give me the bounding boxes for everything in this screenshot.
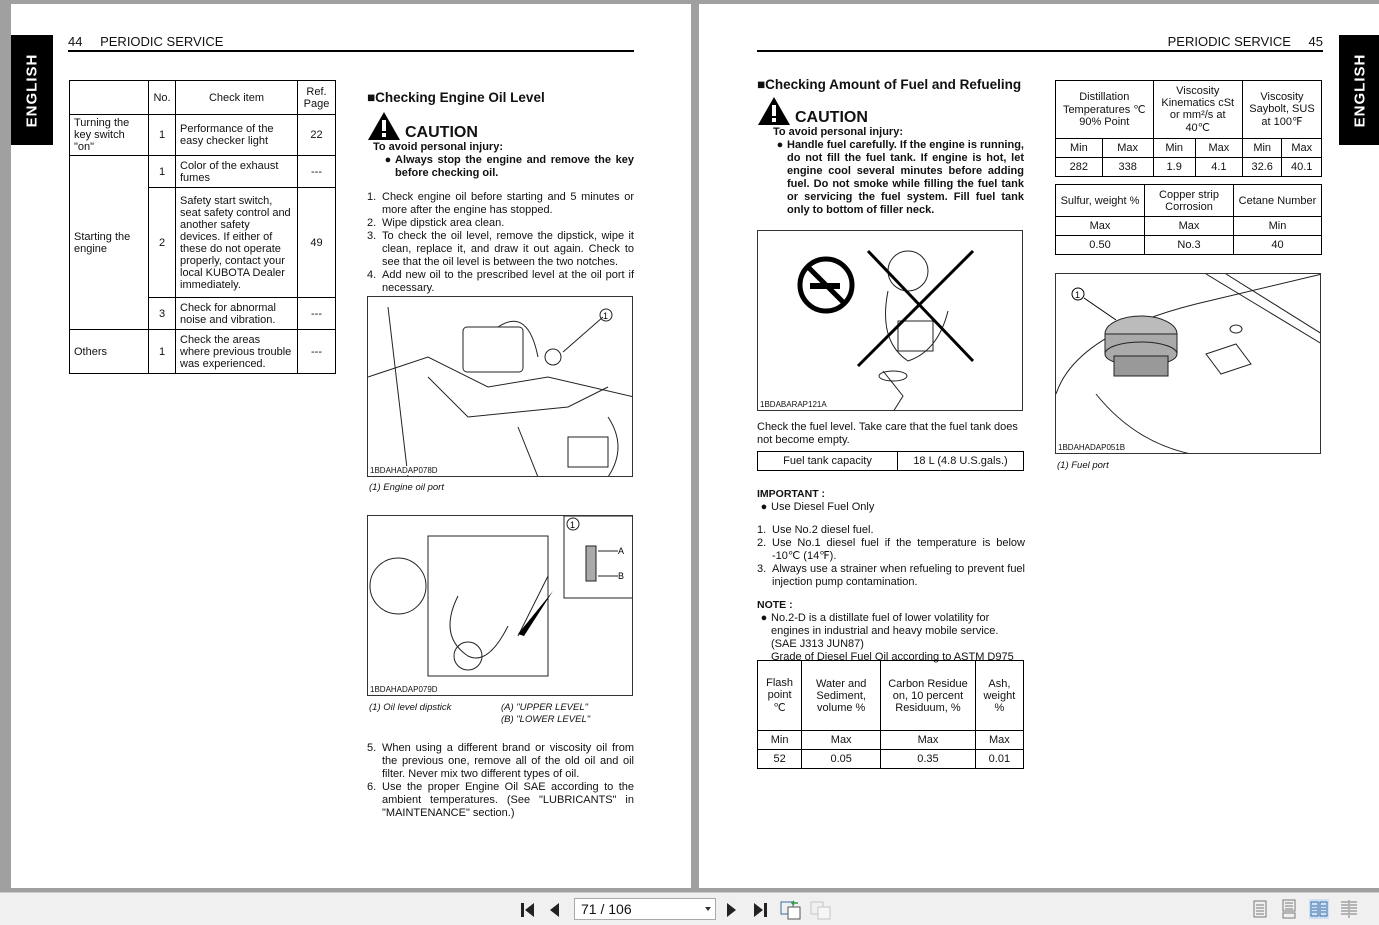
dipstick-illustration-icon [368, 516, 633, 696]
two-page-continuous-view-icon[interactable] [1339, 899, 1359, 919]
language-tab: ENGLISH [11, 35, 53, 145]
warning-icon [367, 111, 401, 141]
caution-block: CAUTION [367, 111, 634, 141]
no-smoking-refuel-illustration-icon [758, 231, 1023, 411]
page-header [757, 34, 1323, 52]
fuel-steps: 1. Use No.2 diesel fuel. 2. Use No.1 diesel fuel if the temperature is below -10℃ (14℉). 3. Always use a strainer when refueling to prevent fuel injection pump contamination. [757, 524, 1025, 588]
fuel-port-figure: 1 1BDAHADAP051B [1055, 273, 1321, 454]
engine-illustration-icon [368, 297, 633, 477]
two-page-view-icon[interactable] [1309, 899, 1329, 919]
oil-dipstick-figure: 1 A B 1BDAHADAP079D [367, 515, 633, 696]
table-row: Starting the engine 1 Color of the exhaust fumes --- [70, 156, 336, 188]
fuel-port-illustration-icon [1056, 274, 1321, 454]
fuel-spec-table-1: Distillation Temperatures ℃ 90% Point Viscosity Kinematics cSt or mm²/s at 40℃ Viscosity Saybolt, SUS at 100℉ Min Max Min Max Min Max 282 338 1.9 4.1 32.6 40.1 [1055, 80, 1322, 177]
fuel-capacity-table: Fuel tank capacity 18 L (4.8 U.S.gals.) [757, 451, 1024, 471]
left-page: ENGLISH 44 PERIODIC SERVICE No. Check item Ref. Page Turning the key switch "on" 1 Performance of the easy checker light 22 Starting the engine 1 Color of the exhaust fumes --- 2 Safety start switch, seat safety control and another safety devices. If either of these do not operate properly, contact your local KUBOTA Dealer immediately. 49 3 Check for abnormal noise and vibration. --- Others 1 Check the areas where previous trouble was experienced. --- ■Checking Engine Oil Level CAUTION To avoid personal injury: ● Always stop the engine and remove the key before checking oil. 1. Check engine oil before starting and 5 minutes or more after the engine has stopped. 2. Wipe dipstick area clean. 3. To check the oil level, remove the dipstick, wipe it clean, replace it, and draw it out again. Check to see that the oil level is between the two notches. 4. Add new oil to the prescribed level at the oil port if necessary. 1 1BDAHADAP078D (1) Engine oil port 1 A B 1BDAHADAP079D (1) Oil level dipstick (A) "UPPER LEVEL" (B) "LOWER LEVEL" 5. When using a different brand or viscosity oil from the previous one, remove all of the old oil and oil filter. Never mix two different types of oil. 6. Use the proper Engine Oil SAE according to the ambient temperatures. (See "LUBRICANTS" in "MAINTENANCE" section.) [11, 4, 691, 888]
section-heading: ■Checking Amount of Fuel and Refueling [757, 77, 1022, 92]
single-page-view-icon[interactable] [1250, 899, 1270, 919]
fuel-spec-table-3: Flash point ℃ Water and Sediment, volume % Carbon Residue on, 10 percent Residuum, % Ash, weight % Min Max Max Max 52 0.05 0.35 0.01 [757, 660, 1024, 769]
warning-icon [757, 96, 791, 126]
table-row: Turning the key switch "on" 1 Performance of the easy checker light 22 [70, 115, 336, 156]
svg-text:A: A [618, 546, 625, 556]
engine-oil-port-figure: 1 1BDAHADAP078D [367, 296, 633, 477]
table-row: 2 Safety start switch, seat safety control and another safety devices. If either of these do not operate properly, contact your local KUBOTA Dealer immediately. 49 [70, 188, 336, 298]
page-selector[interactable]: 71 / 106 [574, 898, 716, 920]
section-title: PERIODIC SERVICE [100, 34, 224, 49]
section-heading: ■Checking Engine Oil Level [367, 90, 545, 105]
fuel-spec-table-2: Sulfur, weight % Copper strip Corrosion Cetane Number Max Max Min 0.50 No.3 40 [1055, 184, 1322, 255]
first-page-icon[interactable] [519, 901, 537, 919]
navigation-toolbar [0, 892, 1379, 925]
section-title: PERIODIC SERVICE [1167, 34, 1291, 49]
last-page-icon[interactable] [751, 901, 769, 919]
table-row: Others 1 Check the areas where previous trouble was experienced. --- [70, 330, 336, 374]
right-page: ENGLISH PERIODIC SERVICE 45 ■Checking Amount of Fuel and Refueling CAUTION To avoid personal injury: ● Handle fuel carefully. If the engine is running, do not fill the fuel tank. If engine is hot, let engine cool several minutes before adding fuel. Do not smoke while filling the fuel tank or servicing the fuel system. Fill fuel tank only to bottom of filler neck. 1BDABARAP121A Check the fuel level. Take care that the fuel tank does not become empty. Fuel tank capacity 18 L (4.8 U.S.gals.) IMPORTANT : ● Use Diesel Fuel Only 1. Use No.2 diesel fuel. 2. Use No.1 diesel fuel if the temperature is below -10℃ (14℉). 3. Always use a strainer when refueling to prevent fuel injection pump contamination. NOTE : ● No.2-D is a distillate fuel of lower volatility for engines in industrial and heavy mobile service. (SAE J313 JUN87) Grade of Diesel Fuel Oil according to ASTM D975 Flash point ℃ Water and Sediment, volume % Carbon Residue on, 10 percent Residuum, % Ash, weight % Min Max Max Max 52 0.05 0.35 0.01 Distillation Temperatures ℃ 90% Point Viscosity Kinematics cSt or mm²/s at 40℃ Viscosity Saybolt, SUS at 100℉ Min Max Min Max Min Max 282 338 1.9 4.1 32.6 40.1 Sulfur, weight % Copper strip Corrosion Cetane Number Max Max Min 0.50 No.3 40 1 1BDAHADAP051B (1) Fuel port [699, 4, 1379, 888]
chevron-down-icon[interactable] [705, 907, 711, 911]
table-row: 3 Check for abnormal noise and vibration. --- [70, 298, 336, 330]
svg-text:B: B [618, 571, 625, 581]
previous-page-icon[interactable] [548, 901, 562, 919]
next-page-icon[interactable] [724, 901, 738, 919]
next-view-icon[interactable] [810, 900, 832, 920]
svg-text:1: 1 [603, 311, 609, 321]
check-items-table: No. Check item Ref. Page Turning the key switch "on" 1 Performance of the easy checker light 22 Starting the engine 1 Color of the exhaust fumes --- 2 Safety start switch, seat safety control and another safety devices. If either of these do not operate properly, contact your local KUBOTA Dealer immediately. 49 3 Check for abnormal noise and vibration. --- Others 1 Check the areas where previous trouble was experienced. --- [69, 80, 336, 374]
previous-view-icon[interactable] [780, 900, 802, 920]
continuous-page-view-icon[interactable] [1279, 899, 1299, 919]
page-number: 45 [1308, 34, 1323, 49]
page-number: 44 [68, 34, 83, 49]
no-smoking-figure: 1BDABARAP121A [757, 230, 1023, 411]
language-tab: ENGLISH [1339, 35, 1379, 145]
svg-text:1: 1 [570, 520, 576, 530]
page-header [68, 34, 634, 52]
oil-steps: 1. Check engine oil before starting and 5 minutes or more after the engine has stopped. 2. Wipe dipstick area clean. 3. To check the oil level, remove the dipstick, wipe it clean, replace it, and draw it out again. Check to see that the oil level is between the two notches. 4. Add new oil to the prescribed level at the oil port if necessary. [367, 191, 634, 294]
svg-text:1: 1 [1075, 290, 1081, 300]
caution-block: CAUTION [757, 96, 1024, 126]
oil-steps-continued: 5. When using a different brand or viscosity oil from the previous one, remove all of the old oil and oil filter. Never mix two different types of oil. 6. Use the proper Engine Oil SAE according to the ambient temperatures. (See "LUBRICANTS" in "MAINTENANCE" section.) [367, 742, 634, 819]
